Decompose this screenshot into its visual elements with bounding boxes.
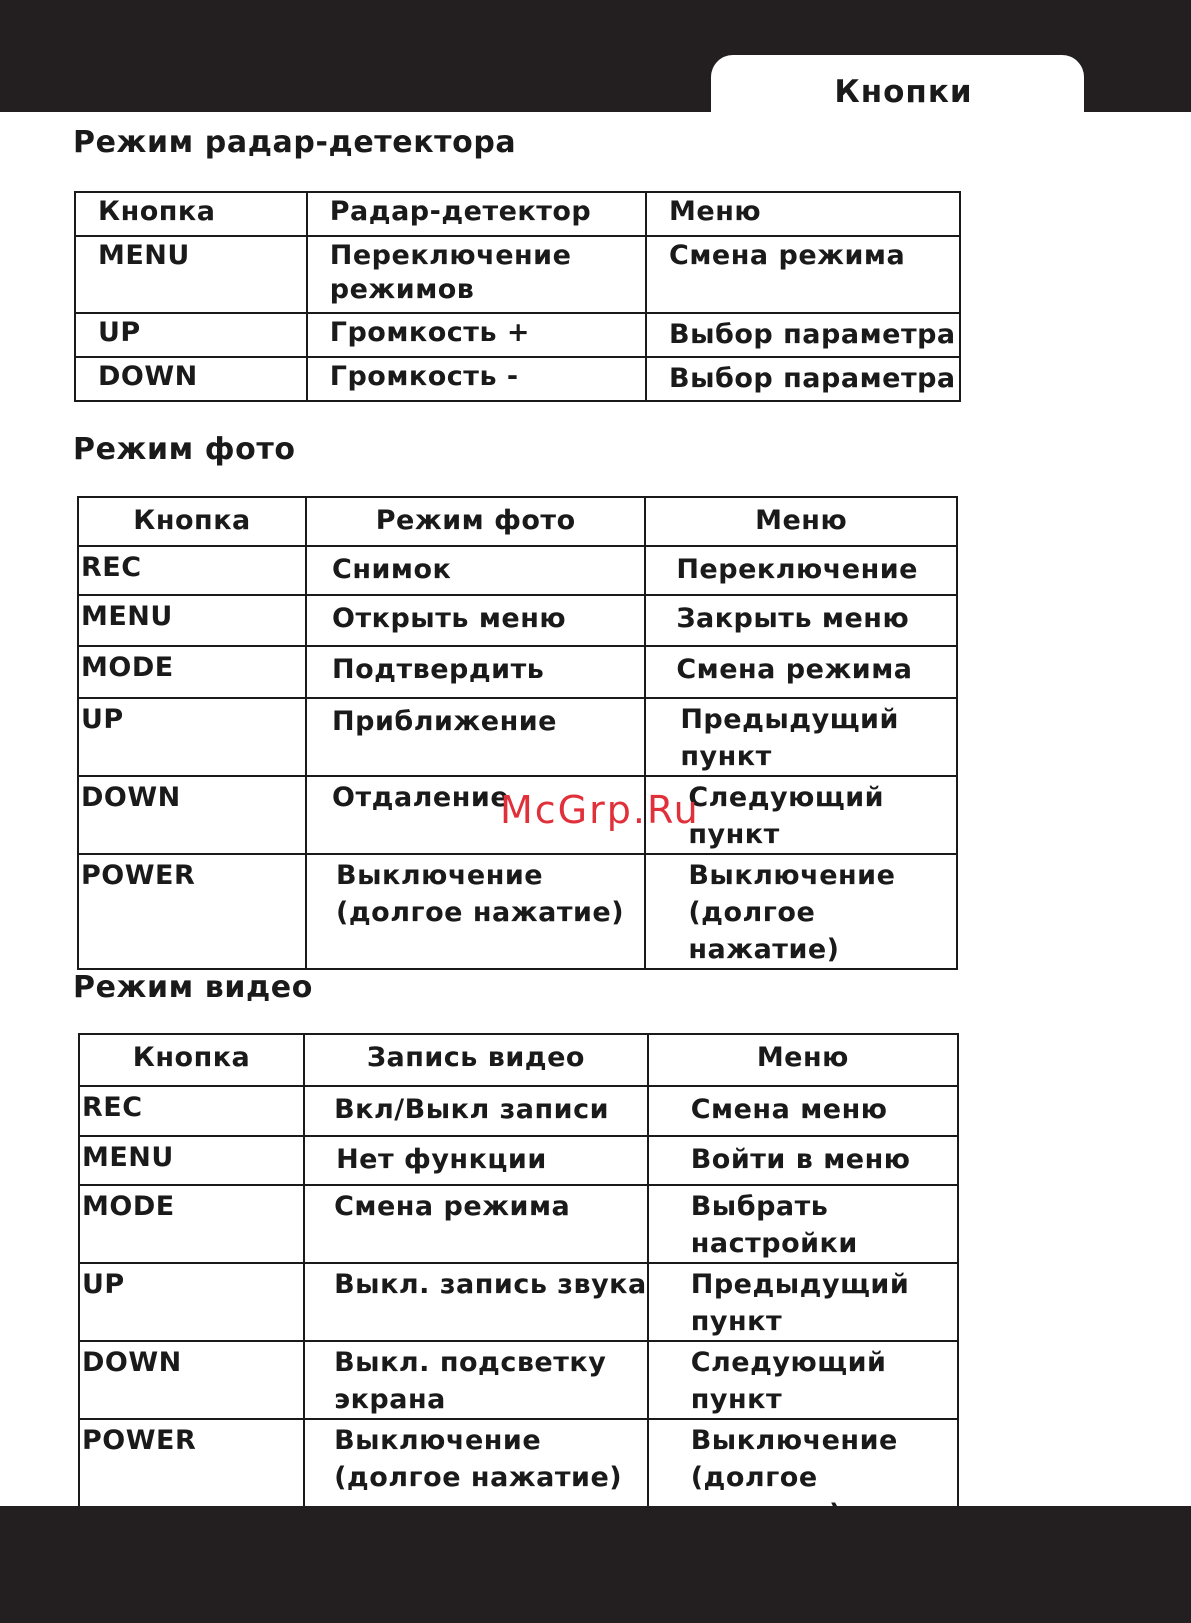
table-header-cell: Меню bbox=[645, 497, 957, 546]
table-header-cell: Режим фото bbox=[306, 497, 645, 546]
table-cell: UP bbox=[78, 698, 306, 776]
table-cell: POWER bbox=[79, 1419, 304, 1534]
photo-mode-table bbox=[77, 496, 958, 970]
table-cell: Выключение (долгое нажатие) bbox=[645, 854, 957, 969]
table-cell: Закрыть меню bbox=[645, 595, 957, 646]
table-header-cell: Кнопка bbox=[79, 1034, 304, 1086]
table-cell: Выбор параметра bbox=[646, 313, 960, 357]
table-header-cell: Меню bbox=[648, 1034, 958, 1086]
radar-mode-table bbox=[74, 191, 961, 402]
table-cell: DOWN bbox=[75, 357, 307, 401]
table-cell: MENU bbox=[79, 1136, 304, 1185]
table-header-row bbox=[79, 1034, 958, 1086]
table-cell: DOWN bbox=[79, 1341, 304, 1419]
watermark: McGrp.Ru bbox=[500, 788, 700, 832]
table-cell: Выключение (долгое нажатие) bbox=[304, 1419, 648, 1534]
table-cell: Смена режима bbox=[304, 1185, 648, 1263]
table-cell: Нет функции bbox=[304, 1136, 648, 1185]
table-cell: Следующий пункт bbox=[648, 1341, 958, 1419]
table-cell: Смена меню bbox=[648, 1086, 958, 1136]
bottom-bar bbox=[0, 1506, 1191, 1623]
table-row bbox=[78, 854, 957, 969]
table-cell: REC bbox=[79, 1086, 304, 1136]
table-cell: Смена режима bbox=[645, 646, 957, 698]
table-cell: Громкость - bbox=[307, 357, 646, 401]
table-cell: Громкость + bbox=[307, 313, 646, 357]
table-header-cell: Запись видео bbox=[304, 1034, 648, 1086]
table-cell: Вкл/Выкл записи bbox=[304, 1086, 648, 1136]
section-title-radar: Режим радар-детектора bbox=[73, 125, 517, 160]
table-row bbox=[75, 313, 960, 357]
page-title: Кнопки bbox=[834, 74, 973, 110]
table-cell: Предыдущий пункт bbox=[648, 1263, 958, 1341]
section-title-video: Режим видео bbox=[73, 970, 313, 1005]
table-header-cell: Кнопка bbox=[75, 192, 307, 236]
table-cell: UP bbox=[79, 1263, 304, 1341]
video-mode-table bbox=[78, 1033, 959, 1535]
table-cell: Выбор параметра bbox=[646, 357, 960, 401]
table-cell: Отдаление bbox=[306, 776, 645, 854]
table-cell: Выключение (долгое нажатие) bbox=[306, 854, 645, 969]
table-cell: Выкл. подсветку экрана bbox=[304, 1341, 648, 1419]
table-header-row bbox=[75, 192, 960, 236]
table-cell: MODE bbox=[78, 646, 306, 698]
table-cell: Открыть меню bbox=[306, 595, 645, 646]
table-cell: Переключение режимов bbox=[307, 236, 646, 313]
table-cell: DOWN bbox=[78, 776, 306, 854]
table-row bbox=[78, 698, 957, 776]
table-row bbox=[75, 357, 960, 401]
table-row bbox=[79, 1086, 958, 1136]
table-row bbox=[79, 1341, 958, 1419]
table-cell: UP bbox=[75, 313, 307, 357]
table-row bbox=[79, 1263, 958, 1341]
table-cell: Предыдущий пункт bbox=[645, 698, 957, 776]
table-cell: Приближение bbox=[306, 698, 645, 776]
header-tab bbox=[711, 55, 1084, 112]
table-cell: REC bbox=[78, 546, 306, 595]
table-cell: Снимок bbox=[306, 546, 645, 595]
table-header-cell: Меню bbox=[646, 192, 960, 236]
table-cell: POWER bbox=[78, 854, 306, 969]
table-cell: Выбрать настройки bbox=[648, 1185, 958, 1263]
table-cell: Выкл. запись звука bbox=[304, 1263, 648, 1341]
table-cell: Смена режима bbox=[646, 236, 960, 313]
table-row bbox=[78, 546, 957, 595]
table-row bbox=[79, 1185, 958, 1263]
table-row bbox=[78, 595, 957, 646]
table-cell: MENU bbox=[78, 595, 306, 646]
table-cell: MENU bbox=[75, 236, 307, 313]
table-row bbox=[79, 1136, 958, 1185]
table-cell: Подтвердить bbox=[306, 646, 645, 698]
table-cell: Переключение bbox=[645, 546, 957, 595]
section-title-photo: Режим фото bbox=[73, 432, 296, 467]
table-header-cell: Радар-детектор bbox=[307, 192, 646, 236]
table-row bbox=[75, 236, 960, 313]
table-cell: MODE bbox=[79, 1185, 304, 1263]
table-cell: Выключение (долгое bbox=[648, 1419, 958, 1534]
table-header-cell: Кнопка bbox=[78, 497, 306, 546]
table-cell: Следующий пункт bbox=[645, 776, 957, 854]
table-row bbox=[78, 646, 957, 698]
table-header-row bbox=[78, 497, 957, 546]
table-cell: Войти в меню bbox=[648, 1136, 958, 1185]
